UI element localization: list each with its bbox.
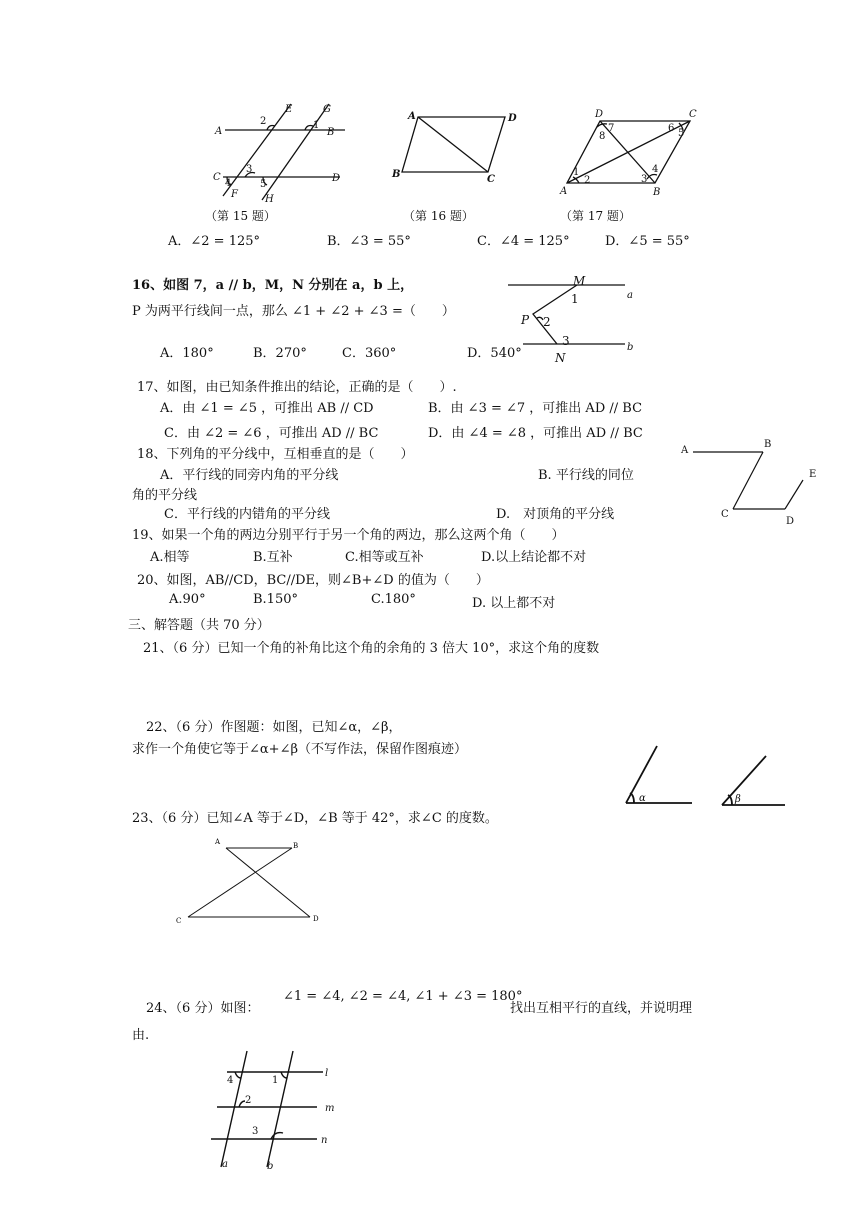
q18-option-b: B. 平行线的同位 xyxy=(538,468,634,483)
q18-option-d: D. 对顶角的平分线 xyxy=(496,507,615,522)
q24-fig-2: 2 xyxy=(245,1095,252,1106)
q16-fig-2: 2 xyxy=(543,315,551,329)
fig17-label-B: B xyxy=(653,187,661,198)
fig16-label-A: A xyxy=(408,111,416,122)
figure-q23 xyxy=(170,835,335,930)
figure-15 xyxy=(205,100,355,205)
q16-fig-P: P xyxy=(521,313,530,327)
q23-fig-B: B xyxy=(293,842,299,850)
fig16-caption: （第 16 题） xyxy=(403,209,474,223)
fig15-label-H: H xyxy=(265,194,274,205)
fig15-label-G: G xyxy=(323,104,331,115)
fig15-label-B: B xyxy=(327,127,335,138)
fig17-label-4: 4 xyxy=(652,164,659,175)
q20-option-b: B.150° xyxy=(253,592,298,607)
q18-option-c: C．平行线的内错角的平分线 xyxy=(164,507,330,522)
q20-fig-C: C xyxy=(721,509,729,520)
q20-fig-E: E xyxy=(809,469,817,480)
fig16-label-B: B xyxy=(392,169,401,180)
fig15-label-E: E xyxy=(285,104,293,115)
q18-option-a: A．平行线的同旁内角的平分线 xyxy=(160,468,339,483)
q20-option-a: A.90° xyxy=(169,592,206,607)
fig16-label-C: C xyxy=(487,174,495,185)
q24-line2: 由. xyxy=(132,1028,150,1043)
q22-line2: 求作一个角使它等于∠α+∠β（不写作法，保留作图痕迹） xyxy=(132,742,467,757)
q20-fig-A: A xyxy=(681,445,689,456)
q20-fig-B: B xyxy=(764,439,772,450)
q20-stem: 20、如图，AB//CD，BC//DE，则∠B+∠D 的值为（ ） xyxy=(137,573,489,588)
q15-option-d: D．∠5 = 55° xyxy=(605,234,690,249)
q16-fig-3: 3 xyxy=(562,334,570,348)
fig17-label-3: 3 xyxy=(641,174,648,185)
fig17-label-1: 1 xyxy=(573,167,580,178)
q24-fig-3: 3 xyxy=(252,1126,259,1137)
q22-line1: 22、（6 分）作图题：如图，已知∠α，∠β， xyxy=(146,720,402,735)
section-3-heading: 三、解答题（共 70 分） xyxy=(128,618,270,633)
figure-q24 xyxy=(205,1045,355,1175)
q17-option-c: C．由 ∠2 = ∠6 ，可推出 AD // BC xyxy=(164,426,379,441)
q24-fig-n: n xyxy=(321,1135,328,1146)
q16-option-a: A．180° xyxy=(160,346,214,361)
q16-fig-M: M xyxy=(573,276,586,288)
q24-fig-a: a xyxy=(222,1159,228,1170)
q15-option-a: A．∠2 = 125° xyxy=(168,234,261,249)
fig15-label-A: A xyxy=(215,126,223,137)
q17-option-d: D．由 ∠4 = ∠8 ，可推出 AD // BC xyxy=(428,426,643,441)
fig17-label-5: 5 xyxy=(678,128,685,139)
q19-option-c: C.相等或互补 xyxy=(345,550,424,565)
fig15-label-D: D xyxy=(332,173,341,184)
q16-option-b: B．270° xyxy=(253,346,307,361)
figure-16 xyxy=(390,105,525,185)
q16-fig-1: 1 xyxy=(571,292,579,306)
q24-fig-m: m xyxy=(325,1103,335,1114)
q18-stem: 18、下列角的平分线中，互相垂直的是（ ） xyxy=(137,447,414,462)
q23-fig-A: A xyxy=(215,838,221,846)
fig15-label-4: 4 xyxy=(225,178,232,189)
fig17-label-C: C xyxy=(689,109,697,120)
fig15-caption: （第 15 题） xyxy=(205,209,276,223)
q21-stem: 21、（6 分）已知一个角的补角比这个角的余角的 3 倍大 10°，求这个角的度数 xyxy=(143,641,600,656)
fig17-label-D: D xyxy=(595,109,604,120)
q16-fig-N: N xyxy=(555,351,566,365)
fig15-label-F: F xyxy=(231,189,238,200)
q23-fig-C: C xyxy=(176,917,182,925)
q17-stem: 17、如图，由已知条件推出的结论，正确的是（ ）. xyxy=(137,380,457,395)
q24-line1-end: 找出互相平行的直线，并说明理 xyxy=(510,1001,693,1016)
q20-fig-D: D xyxy=(786,516,795,527)
figure-q16 xyxy=(505,276,645,366)
q24-fig-l: l xyxy=(325,1068,329,1079)
q24-line1-start: 24、（6 分）如图： xyxy=(146,1001,260,1016)
q16-option-c: C．360° xyxy=(342,346,397,361)
q16-option-d: D．540° xyxy=(467,346,522,361)
fig17-label-8: 8 xyxy=(599,131,606,142)
fig17-label-2: 2 xyxy=(584,175,591,186)
q15-option-c: C．∠4 = 125° xyxy=(477,234,570,249)
fig16-label-D: D xyxy=(508,113,517,124)
q19-option-a: A.相等 xyxy=(150,550,190,565)
fig15-label-5: 5 xyxy=(260,179,267,190)
figure-17 xyxy=(555,103,705,203)
q24-fig-4: 4 xyxy=(227,1075,234,1086)
q24-fig-b: b xyxy=(267,1161,274,1172)
q22-beta-label: β xyxy=(735,794,741,805)
fig17-label-7: 7 xyxy=(608,123,615,134)
q16-line2: P 为两平行线间一点，那么 ∠1 + ∠2 + ∠3 =（ ） xyxy=(132,304,455,319)
q23-fig-D: D xyxy=(313,915,319,923)
q24-fig-1: 1 xyxy=(272,1075,279,1086)
fig15-label-2: 2 xyxy=(260,116,267,127)
q15-option-b: B．∠3 = 55° xyxy=(327,234,411,249)
q16-fig-b: b xyxy=(627,342,634,353)
q24-formula: ∠1 = ∠4, ∠2 = ∠4, ∠1 + ∠3 = 180° xyxy=(283,989,523,1004)
q16-line1: 16、如图 7，a // b，M，N 分别在 a，b 上， xyxy=(132,278,414,293)
fig17-label-6: 6 xyxy=(668,123,675,134)
q19-option-b: B.互补 xyxy=(253,550,293,565)
q17-option-a: A．由 ∠1 = ∠5 ，可推出 AB // CD xyxy=(160,401,374,416)
q18-option-b-cont: 角的平分线 xyxy=(132,488,198,503)
fig17-label-A: A xyxy=(560,186,568,197)
q22-alpha-label: α xyxy=(639,793,646,804)
fig15-label-1: 1 xyxy=(313,120,320,131)
figure-q22-angles xyxy=(620,740,795,810)
fig15-label-C: C xyxy=(213,172,221,183)
q20-option-c: C.180° xyxy=(371,592,416,607)
fig17-caption: （第 17 题） xyxy=(560,209,631,223)
q17-option-b: B．由 ∠3 = ∠7 ，可推出 AD // BC xyxy=(428,401,643,416)
q23-stem: 23、（6 分）已知∠A 等于∠D，∠B 等于 42°，求∠C 的度数。 xyxy=(132,811,498,826)
q20-option-d: D. 以上都不对 xyxy=(472,596,556,611)
q19-stem: 19、如果一个角的两边分别平行于另一个角的两边，那么这两个角（ ） xyxy=(132,528,565,543)
q19-option-d: D.以上结论都不对 xyxy=(481,550,587,565)
figure-q20 xyxy=(675,436,825,536)
q16-fig-a: a xyxy=(627,290,633,301)
fig15-label-3: 3 xyxy=(246,164,253,175)
